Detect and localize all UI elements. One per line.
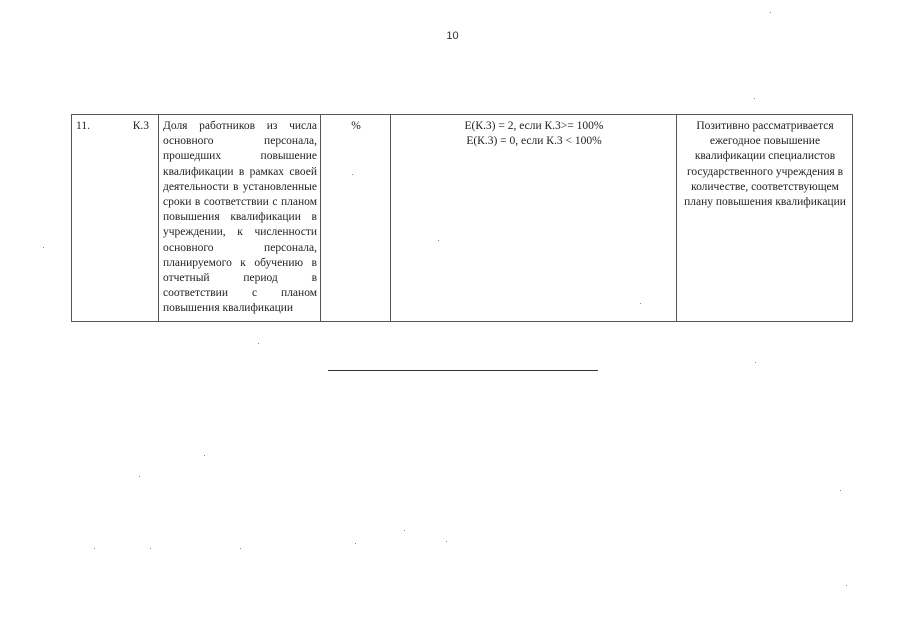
scan-speck [755, 362, 756, 363]
scan-speck [446, 541, 447, 542]
criteria-table [71, 114, 853, 322]
scan-speck [240, 548, 241, 549]
row-number-cell [72, 115, 159, 322]
scan-speck [139, 476, 140, 477]
row-number: 11. [76, 120, 90, 132]
page-number: 10 [446, 30, 459, 42]
scan-speck [754, 98, 755, 99]
scan-speck [352, 174, 353, 175]
scoring-formula-cell [391, 115, 677, 322]
scan-speck [94, 548, 95, 549]
scan-speck [438, 240, 439, 241]
formula-line: Е(К.3) = 0, если К.3 < 100% [466, 135, 602, 148]
table-row [72, 115, 853, 322]
scan-speck [43, 247, 44, 248]
scan-speck [770, 12, 771, 13]
criterion-code: К.3 [132, 120, 149, 132]
criterion-note: Позитивно рассматривается ежегодное повышение квалификации специалистов государственного учреждения в количестве, соответствующем плану повышения квалификации [677, 115, 853, 322]
scan-speck [846, 585, 847, 586]
scan-speck [840, 490, 841, 491]
scan-speck [355, 543, 356, 544]
closing-rule [328, 370, 598, 371]
formula-line: Е(К.3) = 2, если К.3>= 100% [464, 120, 604, 132]
scan-speck [258, 343, 259, 344]
scan-speck [404, 530, 405, 531]
scan-speck [204, 455, 205, 456]
criterion-description: Доля работников из числа основного персонала, прошедших повышение квалификации в рамках своей деятельности в установленные сроки в соответствии с планом повышения квалификации в учреждении, к численности основного персонала, планируемого к обучению в отчетный период в соответствии с планом повышения квалификации [159, 115, 321, 322]
scan-speck [150, 548, 151, 549]
scan-speck [640, 303, 641, 304]
unit-of-measure: % [321, 115, 391, 322]
